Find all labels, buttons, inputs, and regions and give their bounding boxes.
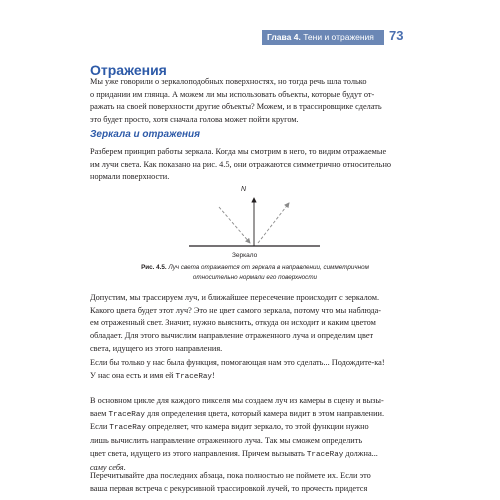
caption-label: Рис. 4.5. [141,264,167,271]
function-paragraph [90,357,408,383]
text-line: нормали поверхности. [90,172,170,182]
page-number: 73 [389,28,404,43]
caption-line-2: относительно нормали его поверхности [192,274,318,281]
text-line: это будет просто, хотя сначала голова может пойти кругом. [90,115,299,125]
chapter-number: Глава 4. [267,32,301,42]
text-line: Перечитывайте два последних абзаца, пока полностью не поймете их. Если это [90,471,371,480]
chapter-title: Тени и отражения [303,32,374,42]
text-line: ваем TraceRay для определения цвета, который камера видит в этом направлении. [90,408,385,419]
incident-ray [219,207,250,243]
code-traceray: TraceRay [306,450,344,459]
closing-paragraph [90,470,408,495]
mirror-label: Зеркало [232,252,258,259]
text-line: ваша первая встреча с рекурсивной трассировкой лучей, то прочесть придется [90,483,368,493]
text-line: Мы уже говорили о зеркалоподобных поверхностях, но тогда речь шла только [90,77,367,86]
code-traceray: TraceRay [108,410,145,419]
trace-paragraph [90,292,408,356]
text-line: Если бы только у нас была функция, помогающая нам это сделать... Подождите-ка! [90,358,385,367]
recursion-paragraph [90,395,408,474]
code-traceray: TraceRay [175,372,212,381]
text-line: ражать на своей поверхности другие объекты? Можем, и в трассировщике сделать [90,102,382,112]
text-line: обладает. Для этого вычислим направление отраженного луча и определим цвет [90,331,374,341]
text-line: света, идущего из этого направления. [90,343,223,353]
text-line: им лучи света. Как показано на рис. 4.5, они отражаются симметрично относительно [90,159,392,169]
text-line: В основном цикле для каждого пикселя мы создаем луч из камеры в сцену и вызы- [90,396,384,405]
code-traceray: TraceRay [109,424,146,433]
text-line: Разберем принцип работы зеркала. Когда мы смотрим в него, то видим отражаемые [90,147,387,156]
subsection-title: Зеркала и отражения [90,129,201,140]
text-line: Допустим, мы трассируем луч, и ближайшее пересечение происходит с зеркалом. [90,293,380,302]
figure-caption [135,263,375,283]
text-line: ем отраженный свет. Значит, нужно выяснить, откуда он исходит и каким цветом [90,318,376,328]
text-line: саму себя. [90,462,126,472]
text-line: Какого цвета будет этот луч? Это не цвет самого зеркала, потому что мы наблюда- [90,305,382,315]
normal-label: N [241,186,247,193]
text-line: лишь вычислить направление отраженного луча. Так мы сможем определить [90,436,363,446]
section-title: Отражения [90,62,167,78]
text-line: о придании им глянца. А можем ли мы использовать объекты, которые будут от- [90,89,375,99]
reflected-ray [258,203,289,243]
text-line: Если TraceRay определяет, что камера видит зеркало, то этой функции нужно [90,422,369,433]
text-line: цвет света, идущего из этого направления. Причем вызывать TraceRay должна... [90,448,378,459]
text-line: У нас она есть и имя ей TraceRay! [90,370,215,381]
caption-line-1: Луч света отражается от зеркала в направлении, симметричном [168,264,369,271]
